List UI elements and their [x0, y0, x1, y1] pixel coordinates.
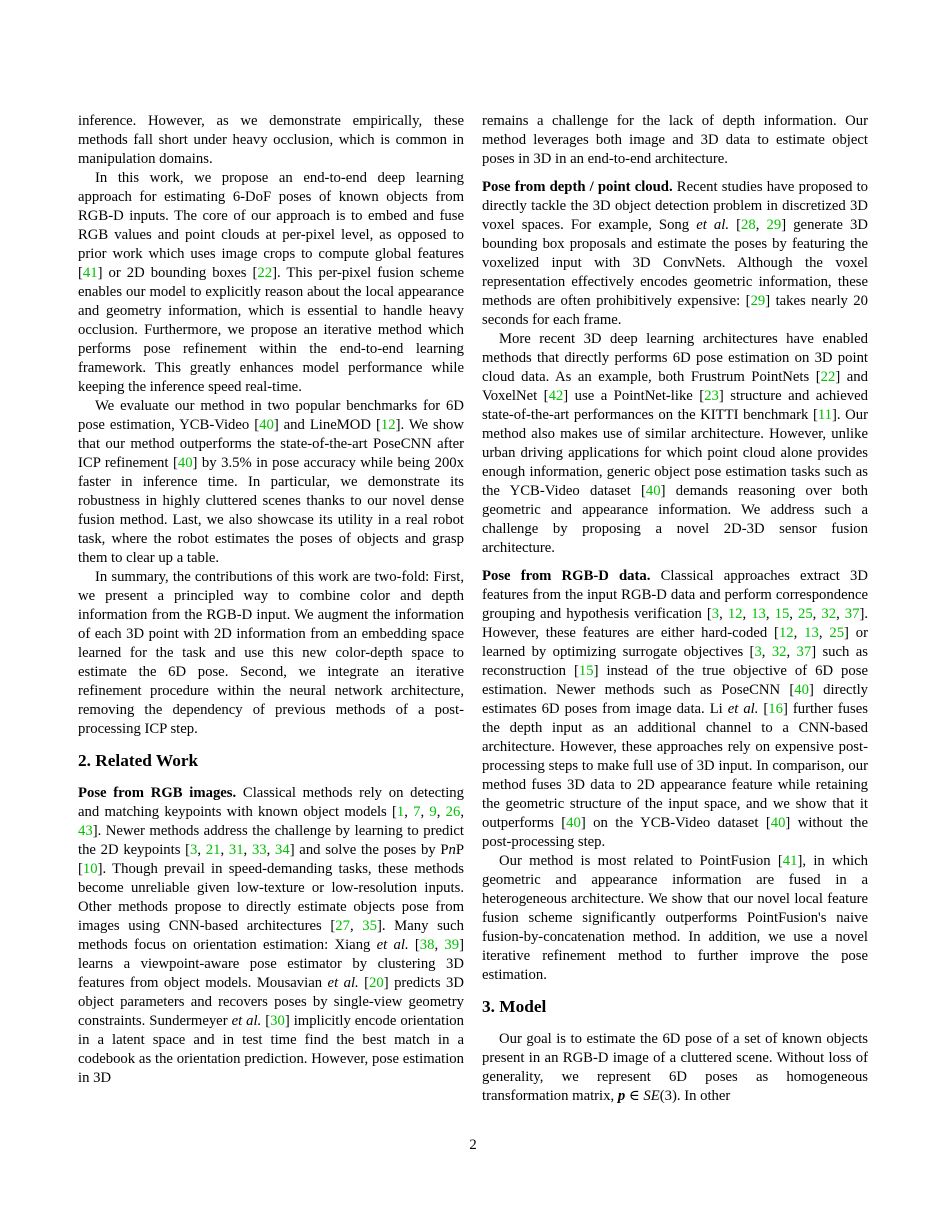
italic-run: et al. [376, 937, 409, 953]
citation-link[interactable]: 43 [78, 823, 93, 839]
citation-link[interactable]: 32 [821, 606, 837, 622]
paragraph: remains a challenge for the lack of depth information. Our method leverages both image and 3D data to estimate object poses in 3D in an end-to-end architecture. [482, 113, 868, 167]
citation-link[interactable]: 29 [766, 217, 782, 233]
page-footer [78, 1136, 868, 1155]
citation-link[interactable]: 21 [205, 842, 221, 858]
citation-link[interactable]: 33 [251, 842, 267, 858]
citation-link[interactable]: 28 [741, 217, 756, 233]
page-number: 2 [469, 1137, 477, 1153]
paragraph: Our method is most related to PointFusion [41], in which geometric and appearance information are fused in a heterogeneous architecture. We show that our novel local feature fusion scheme significantly outperforms PointFusion's naive fusion-by-concatenation method. In addition, we use a novel iterative refinement method to further improve the pose estimation. [482, 853, 868, 983]
math-run: SE [643, 1088, 660, 1104]
citation-link[interactable]: 25 [797, 606, 813, 622]
citation-link[interactable]: 22 [257, 265, 273, 281]
citation-link[interactable]: 37 [844, 606, 860, 622]
paragraph: inference. However, as we demonstrate empirically, these methods fall short under heavy occlusion, which is common in manipulation domains. [78, 113, 464, 167]
citation-link[interactable]: 15 [774, 606, 790, 622]
italic-run: et al. [231, 1013, 262, 1029]
citation-link[interactable]: 16 [768, 701, 783, 717]
citation-link[interactable]: 40 [259, 417, 274, 433]
citation-link[interactable]: 40 [566, 815, 581, 831]
citation-link[interactable]: 22 [820, 369, 836, 385]
left-column [78, 112, 464, 1106]
citation-link[interactable]: 26 [445, 804, 461, 820]
citation-link[interactable]: 10 [82, 861, 98, 877]
two-column-text-area [78, 112, 868, 1106]
citation-link[interactable]: 3 [190, 842, 198, 858]
citation-link[interactable]: 9 [429, 804, 437, 820]
paragraph: More recent 3D deep learning architectures have enabled methods that directly performs 6D pose estimation on 3D point cloud data. As an example, both Frustrum PointNets [22] and VoxelNet [42] use a PointNet-like [23] structure and achieved state-of-the-art performances on the KITTI benchmark [11]. Our method also makes use of similar architecture. However, unlike urban driving applications for which point cloud alone provides enough information, generic object pose estimation tasks such as the YCB-Video dataset [40] demands reasoning over both geometric and appearance information. We address such a challenge by proposing a novel 2D-3D sensor fusion architecture. [482, 331, 868, 556]
citation-link[interactable]: 13 [751, 606, 766, 622]
bold-run: Pose from depth / point cloud. [482, 179, 673, 195]
citation-link[interactable]: 40 [645, 483, 661, 499]
citation-link[interactable]: 3 [711, 606, 720, 622]
citation-link[interactable]: 38 [419, 937, 435, 953]
citation-link[interactable]: 35 [362, 918, 377, 934]
citation-link[interactable]: 29 [750, 293, 766, 309]
section-heading: 3. Model [482, 997, 547, 1016]
paragraph-with-bold-lead: Pose from RGB-D data. Classical approaches extract 3D features from the input RGB-D data and perform correspondence grouping and hypothesis verification [3, 12, 13, 15, 25, 32, 37]. However, these features are either hard-coded [12, 13, 25] or learned by optimizing surrogate objectives [3, 32, 37] such as reconstruction [15] instead of the true objective of 6D pose estimation. Newer methods such as PoseCNN [40] directly estimates 6D poses from image data. Li et al. [16] further fuses the depth input as an additional channel to a CNN-based architecture. However, these approaches rely on expensive post-processing steps to make full use of 3D input. In comparison, our method fuses 3D data to 2D appearance feature while retaining the geometric structure of the input space, and we show that it outperforms [40] on the YCB-Video dataset [40] without the post-processing step. [482, 568, 869, 850]
right-column [482, 112, 868, 1106]
citation-link[interactable]: 11 [817, 407, 832, 423]
italic-run: et al. [696, 217, 730, 233]
citation-link[interactable]: 30 [270, 1013, 285, 1029]
citation-link[interactable]: 31 [228, 842, 244, 858]
citation-link[interactable]: 39 [444, 937, 460, 953]
paragraph-with-bold-lead: Pose from depth / point cloud. Recent studies have proposed to directly tackle the 3D object detection problem in discretized 3D voxel spaces. For example, Song et al. [28, 29] generate 3D bounding box proposals and estimate the poses by featuring the voxelized input with 3D ConvNets. Although the voxel representation effectively encodes geometric information, these methods are often prohibitively expensive: [29] takes nearly 20 seconds for each frame. [482, 179, 869, 328]
section-heading: 2. Related Work [78, 751, 199, 770]
paragraph: Our goal is to estimate the 6D pose of a set of known objects present in an RGB-D image of a cluttered scene. Without loss of generality, we represent 6D poses as homogeneous transformation matrix, p ∈ SE(3). In other [482, 1031, 868, 1104]
citation-link[interactable]: 40 [794, 682, 809, 698]
citation-link[interactable]: 13 [804, 625, 819, 641]
citation-link[interactable]: 20 [369, 975, 384, 991]
citation-link[interactable]: 12 [727, 606, 743, 622]
paragraph: We evaluate our method in two popular benchmarks for 6D pose estimation, YCB-Video [40] and LineMOD [12]. We show that our method outperforms the state-of-the-art PoseCNN after ICP refinement [40] by 3.5% in pose accuracy while being 200x faster in inference time. In particular, we demonstrate its robustness in highly cluttered scenes thanks to our novel dense fusion method. Last, we also showcase its utility in a real robot task, where the robot estimates the poses of objects and grasp them to clear up a table. [78, 398, 464, 566]
paragraph-with-bold-lead: Pose from RGB images. Classical methods rely on detecting and matching keypoints with known object models [1, 7, 9, 26, 43]. Newer methods address the challenge by learning to predict the 2D keypoints [3, 21, 31, 33, 34] and solve the poses by PnP [10]. Though prevail in speed-demanding tasks, these methods become unreliable given low-texture or low-resolution inputs. Other methods propose to directly estimate objects pose from images using CNN-based architectures [27, 35]. Many such methods focus on orientation estimation: Xiang et al. [38, 39] learns a viewpoint-aware pose estimator by clustering 3D features from object models. Mousavian et al. [20] predicts 3D object parameters and recovers poses by single-view geometry constraints. Sundermeyer et al. [30] implicitly encode orientation in a latent space and in test time find the best match in a codebook as the orientation prediction. However, pose estimation in 3D [78, 785, 465, 1086]
citation-link[interactable]: 7 [413, 804, 421, 820]
citation-link[interactable]: 34 [275, 842, 290, 858]
bold-run: Pose from RGB-D data. [482, 568, 651, 584]
paragraph: In summary, the contributions of this work are two-fold: First, we present a principled way to combine color and depth information from the RGB-D input. We augment the information of each 3D point with 2D information from an embedding space learned for the task and use this new color-depth space to estimate the 6D pose. Second, we integrate an iterative refinement procedure within the neural network architecture, removing the dependency of previous methods of a post-processing ICP step. [78, 569, 464, 737]
citation-link[interactable]: 40 [770, 815, 786, 831]
italic-run: et al. [327, 975, 359, 991]
citation-link[interactable]: 25 [829, 625, 845, 641]
italic-run: n [448, 842, 456, 858]
citation-link[interactable]: 1 [396, 804, 405, 820]
citation-link[interactable]: 15 [578, 663, 594, 679]
citation-link[interactable]: 42 [548, 388, 564, 404]
italic-run: et al. [727, 701, 759, 717]
citation-link[interactable]: 12 [778, 625, 794, 641]
citation-link[interactable]: 23 [704, 388, 719, 404]
citation-link[interactable]: 12 [380, 417, 396, 433]
paragraph: In this work, we propose an end-to-end deep learning approach for estimating 6-DoF poses of known objects from RGB-D inputs. The core of our approach is to embed and fuse RGB values and point clouds at per-pixel level, as opposed to prior work which uses image crops to compute global features [41] or 2D bounding boxes [22]. This per-pixel fusion scheme enables our model to explicitly reason about the local appearance and geometry information, which is essential to handle heavy occlusion. Furthermore, we propose an iterative method which performs pose refinement within the end-to-end learning framework. This greatly enhances model performance while keeping the inference speed real-time. [78, 170, 464, 395]
citation-link[interactable]: 32 [771, 644, 787, 660]
citation-link[interactable]: 41 [82, 265, 98, 281]
bold-run: Pose from RGB images. [78, 785, 237, 801]
citation-link[interactable]: 37 [796, 644, 812, 660]
citation-link[interactable]: 3 [754, 644, 762, 660]
citation-link[interactable]: 41 [782, 853, 798, 869]
citation-link[interactable]: 27 [335, 918, 350, 934]
math-bold-run: p [617, 1088, 626, 1104]
citation-link[interactable]: 40 [177, 455, 193, 471]
